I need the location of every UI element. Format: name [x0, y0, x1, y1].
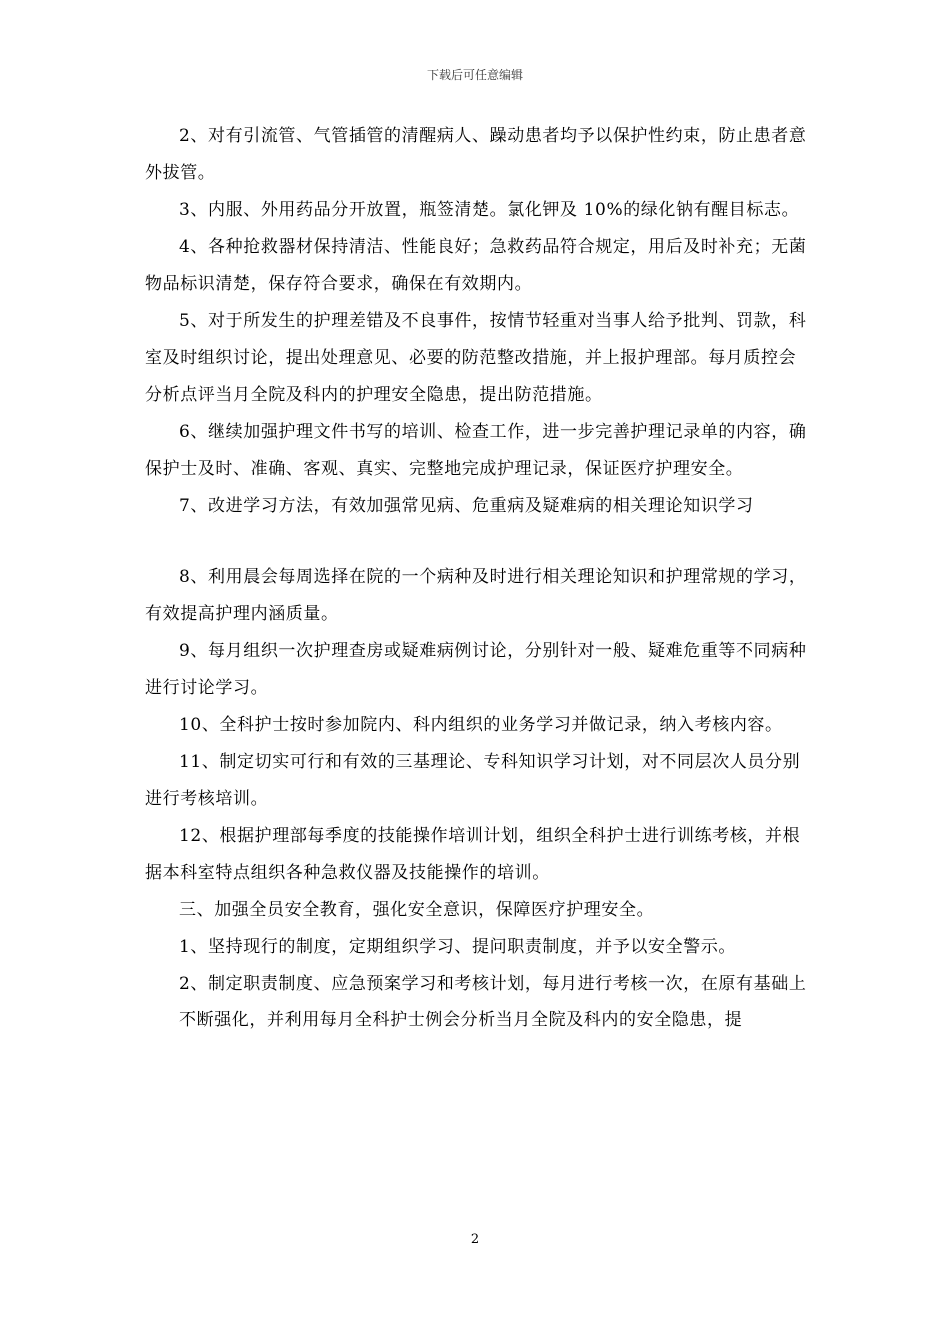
paragraph-item-3-1: 1、坚持现行的制度，定期组织学习、提问职责制度，并予以安全警示。 [179, 937, 737, 957]
paragraph-item-10: 10、全科护士按时参加院内、科内组织的业务学习并做记录，纳入考核内容。 [179, 715, 783, 735]
paragraph-item-5: 5、对于所发生的护理差错及不良事件，按情节轻重对当事人给予批判、罚款，科室及时组织讨论，提出处理意见、必要的防范整改措施，并上报护理部。每月质控会分析点评当月全院及科内的护理安全隐患，提出防范措施。 [145, 311, 807, 405]
paragraph-item-4: 4、各种抢救器材保持清洁、性能良好；急救药品符合规定，用后及时补充；无菌物品标识清楚，保存符合要求，确保在有效期内。 [145, 237, 807, 294]
page-number: 2 [470, 1232, 480, 1247]
document-body [145, 118, 807, 1039]
paragraph-item-7: 7、改进学习方法，有效加强常见病、危重病及疑难病的相关理论知识学习 [179, 496, 754, 516]
section-heading-3: 三、加强全员安全教育，强化安全意识，保障医疗护理安全。 [179, 900, 655, 920]
paragraph-item-11: 11、制定切实可行和有效的三基理论、专科知识学习计划，对不同层次人员分别进行考核培训。 [145, 752, 801, 809]
paragraph-item-3-2: 2、制定职责制度、应急预案学习和考核计划，每月进行考核一次，在原有基础上 [179, 974, 807, 994]
paragraph-item-3: 3、内服、外用药品分开放置，瓶签清楚。氯化钾及 10%的绿化钠有醒目标志。 [179, 200, 800, 220]
paragraph-item-12: 12、根据护理部每季度的技能操作培训计划，组织全科护士进行训练考核，并根据本科室特点组织各种急救仪器及技能操作的培训。 [145, 826, 801, 883]
paragraph-item-8: 8、利用晨会每周选择在院的一个病种及时进行相关理论知识和护理常规的学习，有效提高护理内涵质量。 [145, 567, 807, 624]
page-header: 下载后可任意编辑 [426, 68, 523, 82]
paragraph-continuation: 不断强化，并利用每月全科护士例会分析当月全院及科内的安全隐患，提 [179, 1010, 743, 1030]
paragraph-item-9: 9、每月组织一次护理查房或疑难病例讨论，分别针对一般、疑难危重等不同病种进行讨论学习。 [145, 641, 807, 698]
paragraph-item-6: 6、继续加强护理文件书写的培训、检查工作，进一步完善护理记录单的内容，确保护士及时、准确、客观、真实、完整地完成护理记录，保证医疗护理安全。 [145, 422, 807, 479]
paragraph-item-2: 2、对有引流管、气管插管的清醒病人、躁动患者均予以保护性约束，防止患者意外拔管。 [145, 126, 807, 183]
